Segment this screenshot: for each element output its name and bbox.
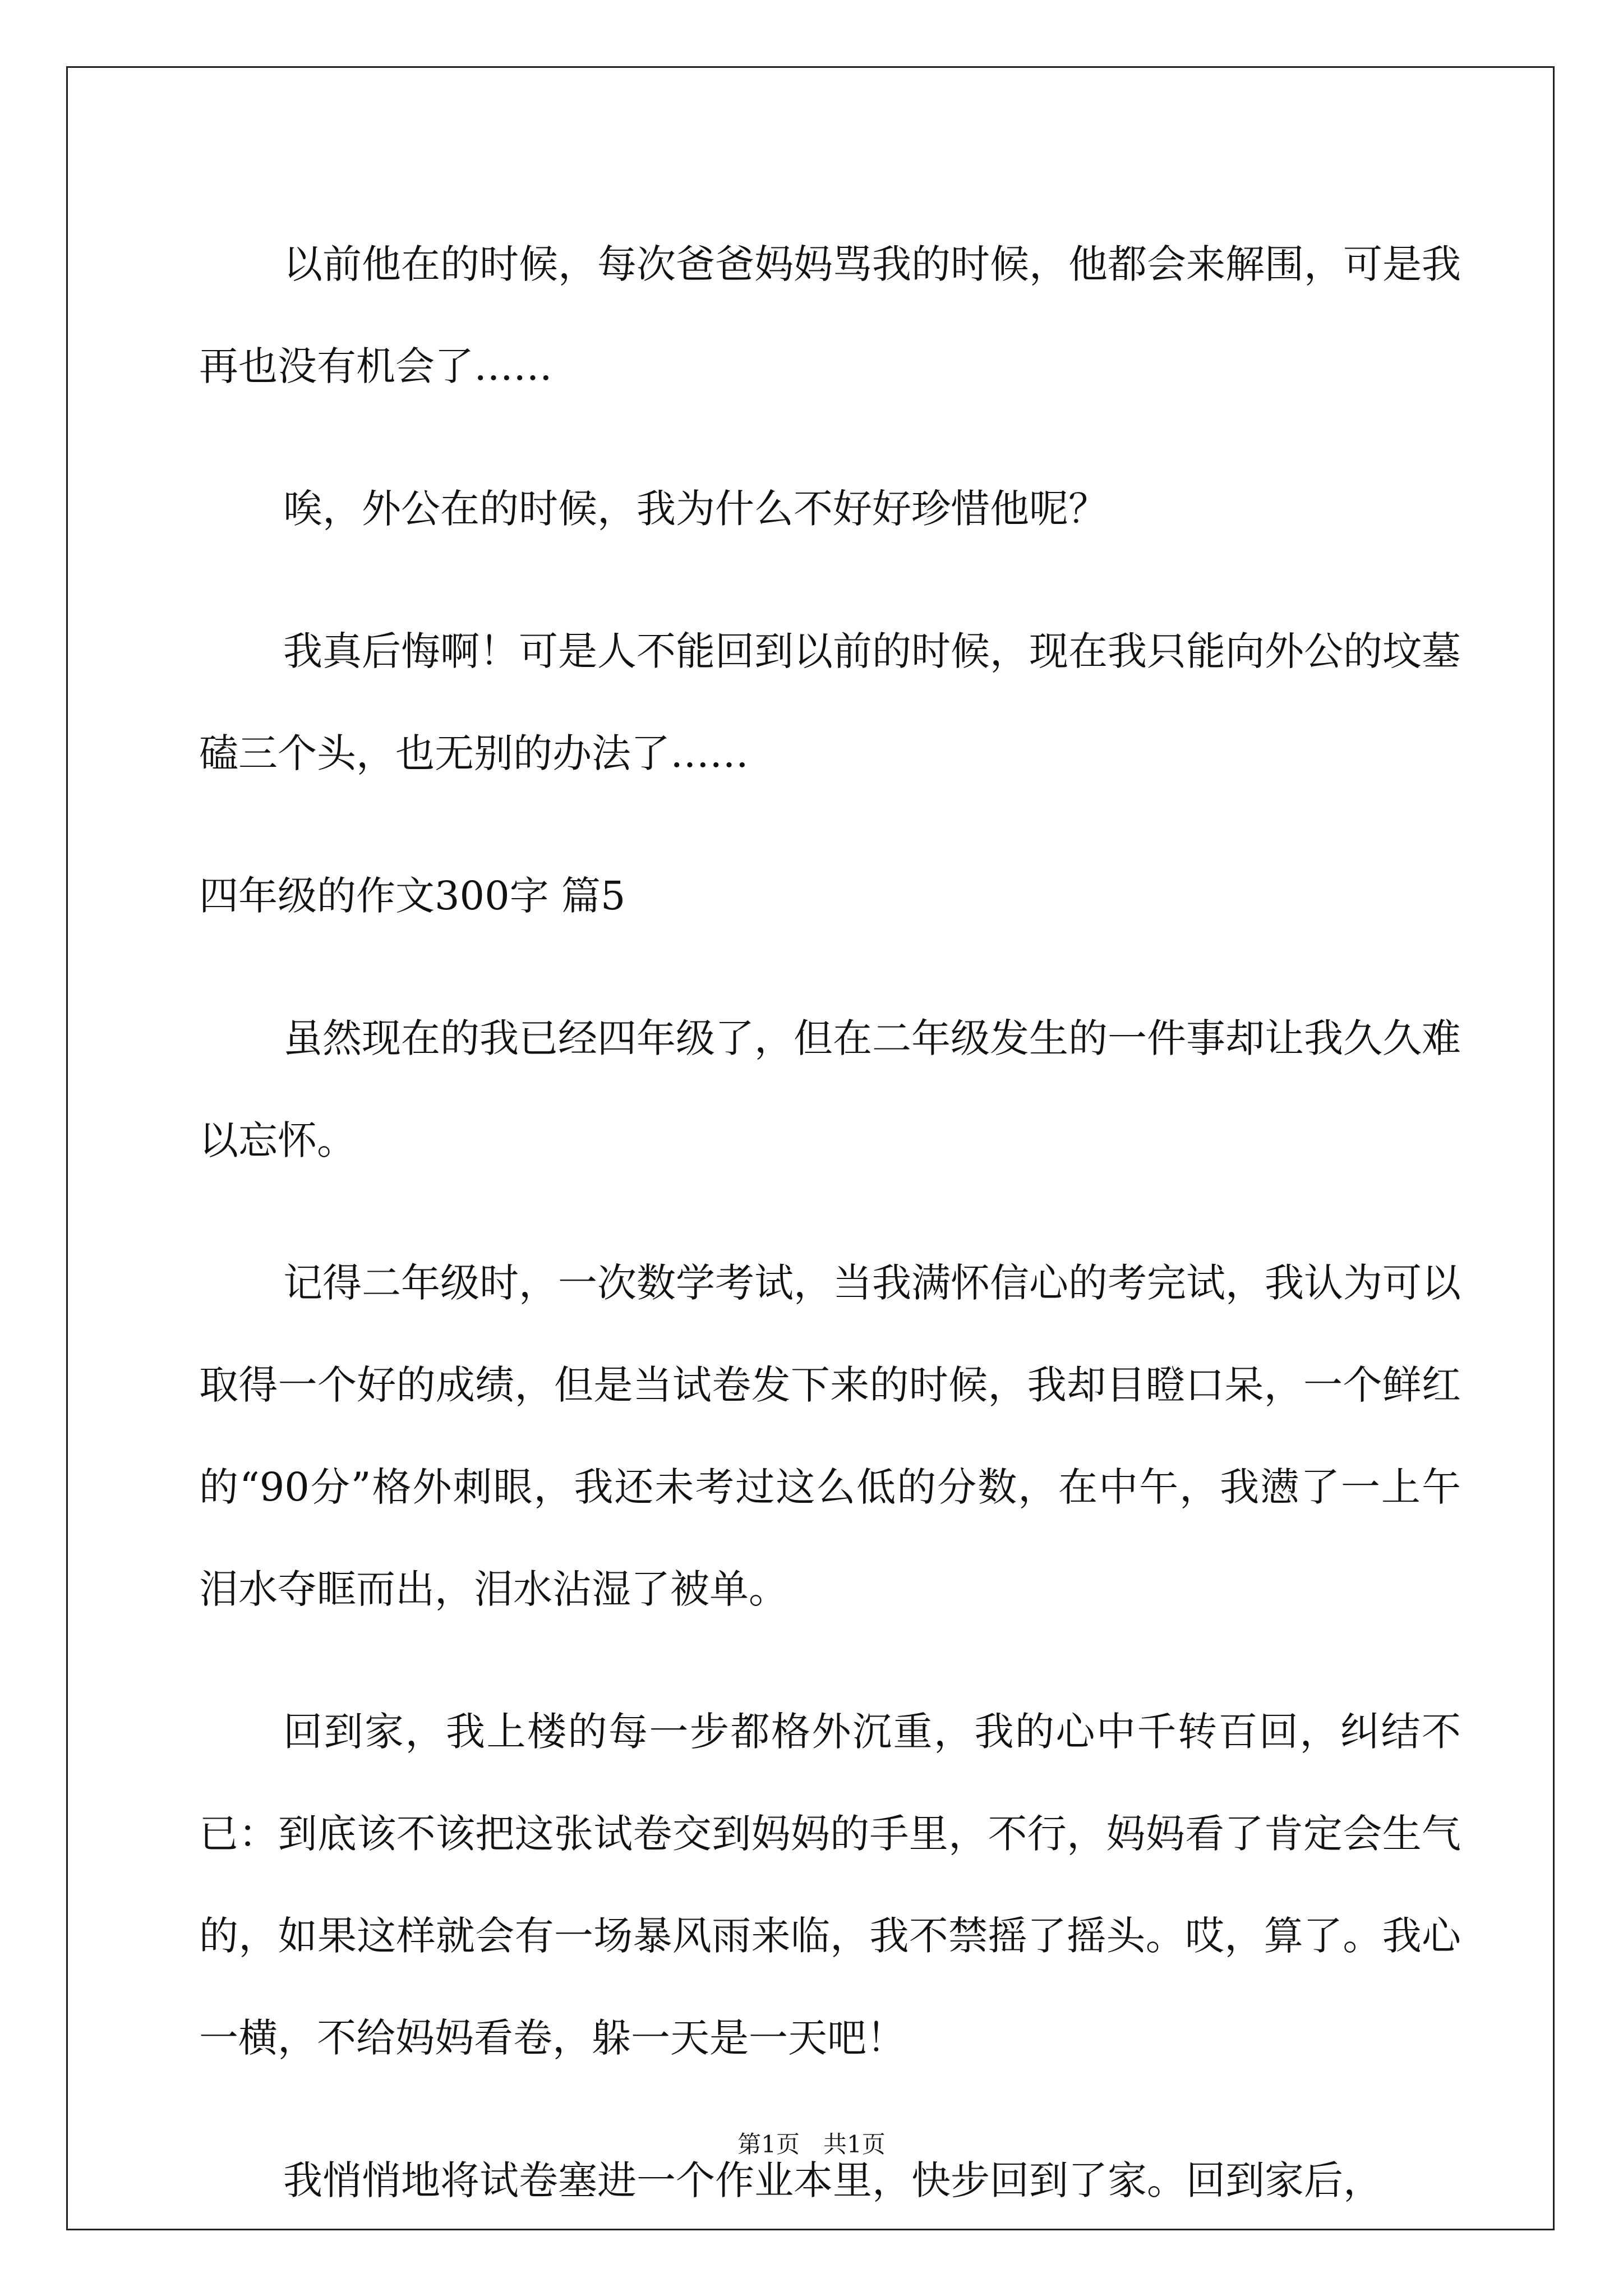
- paragraph: 唉，外公在的时候，我为什么不好好珍惜他呢？: [283, 486, 1108, 532]
- paragraph: 回到家，我上楼的每一步都格外沉重，我的心中千转百回，纠结不已：到底该不该把这张试卷交到妈妈的手里，不行，妈妈看了肯定会生气的，如果这样就会有一场暴风雨来临，我不禁摇了摇头。哎，算了。我心一横，不给妈妈看卷，躲一天是一天吧！: [199, 1709, 1461, 2061]
- page-number-footer: 第1页 共1页: [737, 2131, 886, 2158]
- paragraph: 记得二年级时，一次数学考试，当我满怀信心的考完试，我认为可以取得一个好的成绩，但是当试卷发下来的时候，我却目瞪口呆，一个鲜红的“90分”格外刺眼，我还未考过这么低的分数，在中午，我懑了一上午泪水夺眶而出，泪水沾湿了被单。: [199, 1260, 1461, 1612]
- paragraph: 我真后悔啊！可是人不能回到以前的时候，现在我只能向外公的坟墓磕三个头，也无别的办法了……: [199, 628, 1461, 776]
- document-body: [199, 213, 1461, 2272]
- section-heading: 四年级的作文300字 篇5: [199, 873, 626, 919]
- paragraph: 虽然现在的我已经四年级了，但在二年级发生的一件事却让我久久难以忘怀。: [199, 1015, 1461, 1163]
- paragraph: 以前他在的时候，每次爸爸妈妈骂我的时候，他都会来解围，可是我再也没有机会了……: [199, 241, 1461, 389]
- paragraph: 我悄悄地将试卷塞进一个作业本里，快步回到了家。回到家后，: [283, 2157, 1382, 2203]
